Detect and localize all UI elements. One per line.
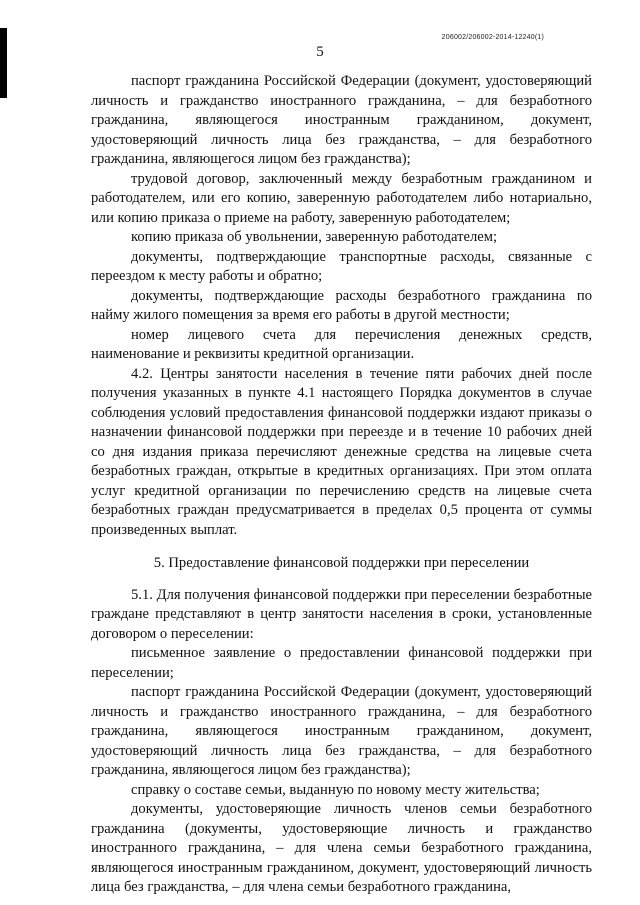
- paragraph: трудовой договор, заключенный между безработным гражданином и работодателем, или его копию, заверенную работодателем либо нотариально, или копию приказа о приеме на работу, заверенную работодателем;: [91, 170, 592, 226]
- paragraph: паспорт гражданина Российской Федерации (документ, удостоверяющий личность и гражданство иностранного гражданина, – для безработного гражданина, являющегося иностранным гражданином, документ, удостоверяющий личность лица без гражданства, – для безработного гражданина, являющегося лицом без гражданства);: [91, 73, 592, 167]
- page-number: 5: [316, 44, 324, 60]
- section-heading: 5. Предоставление финансовой поддержки при переселении: [153, 555, 530, 571]
- paragraph: копию приказа об увольнении, заверенную работодателем;: [131, 229, 498, 245]
- paragraph: документы, подтверждающие расходы безработного гражданина по найму жилого помещения за время его работы в другой местности;: [91, 287, 592, 323]
- paragraph: справку о составе семьи, выданную по новому месту жительства;: [131, 781, 540, 798]
- scan-edge-mark: [0, 28, 7, 98]
- paragraph: документы, удостоверяющие личность членов семьи безработного гражданина (документы, удостоверяющие личность и гражданство иностранного гражданина, – для члена семьи безработного гражданина, являющегося иностранным гражданином, документ, удостоверяющий личность лица без гражданства, – для члена семьи безработного гражданина,: [91, 801, 592, 895]
- paragraph: номер лицевого счета для перечисления денежных средств, наименование и реквизиты кредитной организации.: [91, 326, 592, 362]
- paragraph: 5.1. Для получения финансовой поддержки при переселении безработные граждане представляют в центр занятости населения в сроки, установленные договором о переселении:: [91, 586, 592, 642]
- document-body: [91, 72, 592, 898]
- paragraph: 4.2. Центры занятости населения в течение пяти рабочих дней после получения указанных в пункте 4.1 настоящего Порядка документов в случае соблюдения условий предоставления финансовой поддержки издают приказы о назначении финансовой поддержки при переезде и в течение 10 рабочих дней со дня издания приказа перечисляют денежные средства на лицевые счета безработных граждан, открытые в кредитных организациях. При этом оплата услуг кредитной организации по перечислению средств на лицевые счета безработных граждан предусматривается в пределах 0,5 процента от суммы произведенных выплат.: [91, 365, 592, 538]
- paragraph: документы, подтверждающие транспортные расходы, связанные с переездом к месту работы и обратно;: [91, 248, 592, 284]
- document-id: 206002/206002-2014-12240(1): [441, 34, 544, 41]
- paragraph: паспорт гражданина Российской Федерации (документ, удостоверяющий личность и гражданство иностранного гражданина, – для безработного гражданина, являющегося иностранным гражданином, документ, удостоверяющий личность лица без гражданства, – для безработного гражданина, являющегося лицом без гражданства);: [91, 684, 592, 778]
- paragraph: письменное заявление о предоставлении финансовой поддержки при переселении;: [91, 645, 592, 681]
